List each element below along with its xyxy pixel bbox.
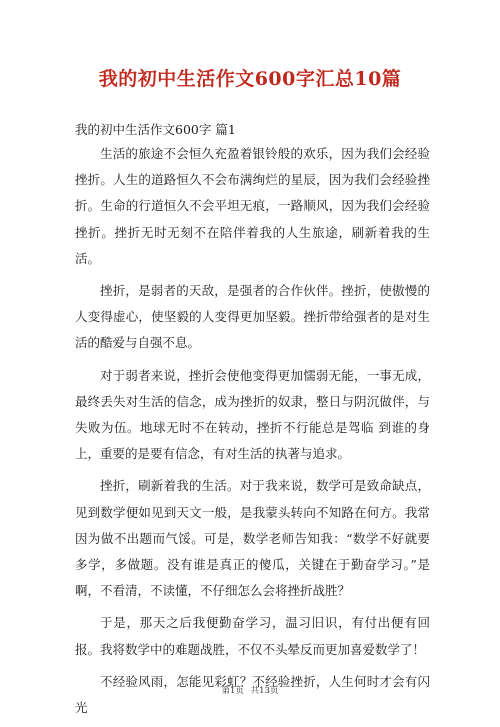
current-page-label: 第1页 [221,686,244,696]
article-heading: 我的初中生活作文600字 篇1 [75,122,236,137]
page-footer [0,684,500,696]
paragraph: 挫折，刷新着我的生活。对于我来说，数学可是致命缺点，见到数学便如见到天文一般，是我蒙头转向不知路在何方。我常因为做不出题而气馁。可是，数学老师告知我：“数学不好就要多学，多做题。没有谁是真正的傻瓜，关键在于勤奋学习。”是啊，不看清，不读懂，不仔细怎么会将挫折战胜？ [75,478,430,599]
article-body [75,141,430,727]
total-pages-label: 共13页 [250,686,279,696]
paragraph: 于是，那天之后我便勤奋学习，温习旧识，有付出便有回报。我将数学中的难题战胜，不仅不头晕反而更加喜爱数学了！ [75,615,430,657]
paragraph: 对于弱者来说，挫折会使他变得更加懦弱无能，一事无成，最终丢失对生活的信念，成为挫折的奴隶，整日与阴沉做伴，与失败为伍。地球无时不在转动，挫折不行能总是驾临 到谁的身上，重要的是要有信念，有对生活的执著与追求。 [75,367,430,462]
paragraph: 生活的旅途不会恒久充盈着银铃般的欢乐，因为我们会经验挫折。人生的道路恒久不会布满绚烂的星辰，因为我们会经验挫折。生命的行道恒久不会平坦无痕，一路顺风，因为我们会经验挫折。挫折无时无刻不在陪伴着我的人生旅途，刷新着我的生活。 [75,146,430,266]
paragraph: 不经验风雨，怎能见彩虹？不经验挫折，人生何时才会有闪光 [75,673,430,716]
paragraph: 挫折，是弱者的天敌，是强者的合作伙伴。挫折，使傲慢的人变得虚心，使坚毅的人变得更加坚毅。挫折带给强者的是对生活的酷爱与自强不息。 [75,283,430,351]
document-title: 我的初中生活作文600字汇总10篇 [98,68,402,90]
